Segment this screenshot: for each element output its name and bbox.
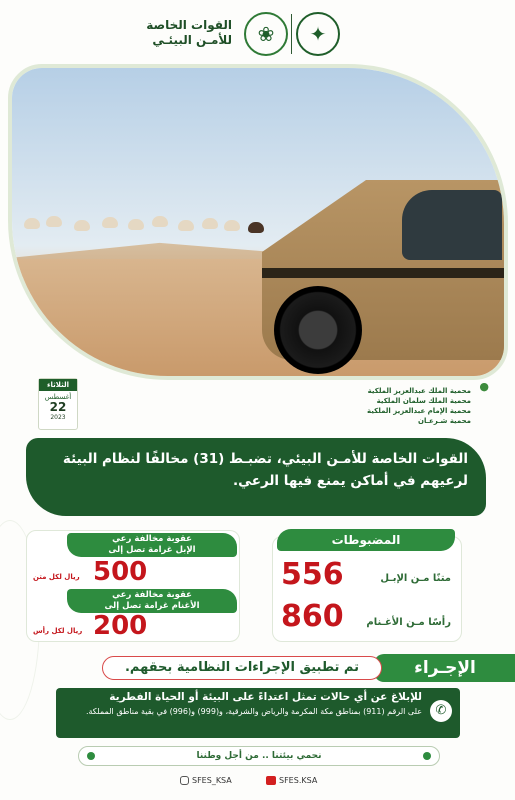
youtube-link[interactable] <box>266 776 317 785</box>
fine-amount-sheep: 200 <box>93 611 148 641</box>
seized-camels-count: 556 <box>281 557 344 592</box>
date-month: أغسطس <box>44 393 72 401</box>
reserve-item: محمية الإمام عبدالعزيز الملكية <box>367 407 471 415</box>
fine-label-sheep <box>67 589 237 613</box>
camel-icon <box>24 218 40 229</box>
reserves-list <box>331 380 489 426</box>
report-box <box>56 688 460 738</box>
location-pin-icon: ● <box>479 380 489 393</box>
phone-icon: ✆ <box>430 700 452 722</box>
fine-amount-camels: 500 <box>93 557 148 587</box>
camel-icon <box>128 219 144 230</box>
reserve-item: محمية الملك سلمان الملكية <box>376 397 471 405</box>
header-logos <box>0 8 515 60</box>
camel-icon <box>74 220 90 231</box>
camel-icon <box>248 222 264 233</box>
youtube-icon <box>266 776 276 785</box>
sfes-name-line1: القوات الخاصة <box>146 18 232 32</box>
slogan-bullet-icon <box>87 752 95 760</box>
headline: القوات الخاصة للأمـن البيئي، تضبـط (31) مخالفًا لنظام البيئة لرعيهم في أماكن يمنع فيها الرعي. <box>26 438 486 516</box>
date-day: 22 <box>49 400 67 414</box>
camel-icon <box>46 216 62 227</box>
camel-icon <box>178 220 194 231</box>
youtube-handle: SFES.KSA <box>279 776 318 785</box>
sfes-emblem-icon: ❀ <box>244 12 288 56</box>
instagram-handle: SFES_KSA <box>192 776 232 785</box>
camel-icon <box>202 218 218 229</box>
truck-stripe <box>262 268 508 278</box>
truck-wheel <box>274 286 362 374</box>
slogan-text: نحمي بيئتنا .. من أجل وطننا <box>196 751 322 761</box>
reserve-item: محمية شـرعـان <box>417 417 471 425</box>
seized-sheep-count: 860 <box>281 599 344 634</box>
date-badge <box>38 378 78 430</box>
fine-label-line2: الإبل غرامة تصل إلى <box>108 545 196 555</box>
seized-card <box>272 533 462 642</box>
camel-icon <box>102 217 118 228</box>
fine-unit-sheep: ريال لكل رأس <box>33 627 83 635</box>
slogan-bullet-icon <box>423 752 431 760</box>
saudi-emblem-icon: ✦ <box>296 12 340 56</box>
camel-icon <box>152 216 168 227</box>
seized-sheep-label: رأسًا مـن الأغـنام <box>366 617 451 628</box>
instagram-icon <box>180 776 189 785</box>
action-row <box>40 654 515 682</box>
logo-divider <box>291 14 292 54</box>
action-text: تم تطبيق الإجراءات النظامية بحقهم. <box>102 656 382 680</box>
truck-window <box>402 190 502 260</box>
reserve-item: محمية الملك عبدالعزيز الملكية <box>367 387 471 395</box>
social-links <box>180 776 340 790</box>
action-label: الإجـراء <box>374 654 515 682</box>
date-year: 2023 <box>50 414 66 421</box>
fine-unit-camels: ريال لكل متن <box>33 573 80 581</box>
fine-label-line1: عقوبة مخالفة رعي <box>112 590 192 600</box>
report-body: على الرقم (911) بمناطق مكة المكرمة والرياض والشرقية، و(999) و(996) في بقية مناطق المملكة. <box>85 707 422 716</box>
fines-card <box>26 530 240 642</box>
fine-label-camels <box>67 533 237 557</box>
instagram-link[interactable] <box>180 776 232 785</box>
seized-title: المضبوطات <box>277 529 455 551</box>
fine-label-line2: الأغنام غرامة تصل إلى <box>104 601 200 611</box>
date-day-of-week: الثلاثاء <box>39 379 77 391</box>
report-title: للإبلاغ عن أي حالات تمثل اعتداءً على البيئة أو الحياة الفطرية <box>109 691 422 703</box>
camel-icon <box>224 220 240 231</box>
seized-camels-label: متنًا مـن الإبـل <box>380 573 451 584</box>
hero-photo <box>8 64 508 380</box>
slogan <box>78 746 440 766</box>
fine-label-line1: عقوبة مخالفة رعي <box>112 534 192 544</box>
sfes-name-line2: للأمـن البيئـي <box>152 33 232 47</box>
sfes-name <box>146 18 232 48</box>
